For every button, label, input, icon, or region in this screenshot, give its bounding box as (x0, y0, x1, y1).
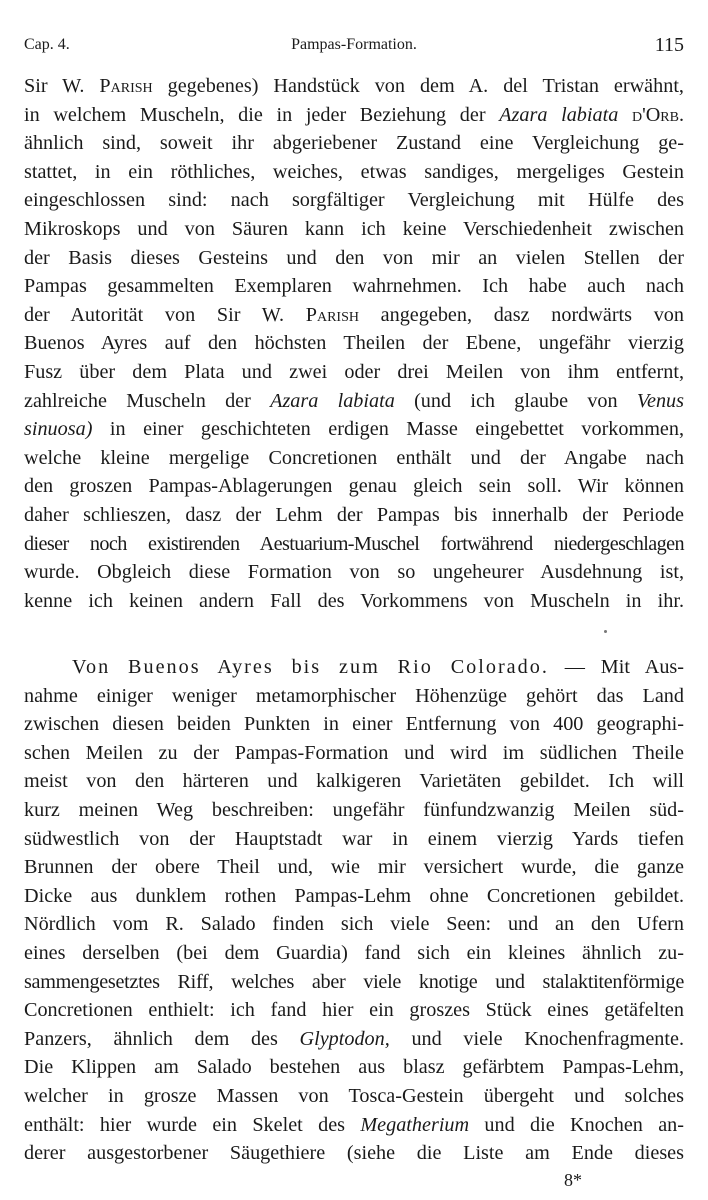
text-line: stattet, in ein röthliches, weiches, etwas sandiges, mergeliges Gestein (24, 160, 684, 183)
text-line: welche kleine mergelige Concretionen enthält und der Angabe nach (24, 446, 684, 469)
species-name: Azara labiata (499, 103, 619, 126)
text-line: der Basis dieses Gesteins und den von mir an vielen Stellen der (24, 246, 684, 269)
text-run: angegeben, dasz nordwärts von (358, 303, 684, 326)
text-line (24, 1025, 684, 1054)
text-line: zwischen diesen beiden Punkten in einer Entfernung von 400 geographi- (24, 713, 684, 736)
text-run: in einer geschichteten erdigen Masse eingebettet vorkommen, (92, 418, 684, 441)
species-name: Glyptodon, (299, 1027, 390, 1050)
running-title: Pampas-Formation. (291, 36, 417, 53)
text-line: ähnlich sind, soweit ihr abgeriebener Zustand eine Vergleichung ge- (24, 132, 684, 155)
section-heading-line (24, 653, 684, 682)
text-run: enthält: hier wurde ein Skelet des (24, 1113, 361, 1136)
signature-mark: 8* (564, 1170, 582, 1190)
text-line: eines derselben (bei dem Guardia) fand sich ein kleines ähnlich zu- (24, 941, 684, 964)
text-line: meist von den härteren und kalkigeren Varietäten gebildet. Ich will (24, 770, 684, 793)
species-name: sinuosa) (24, 418, 93, 441)
text-line: daher schlieszen, dasz der Lehm der Pampas bis innerhalb der Periode (24, 503, 684, 526)
text-line: wurde. Obgleich diese Formation von so ungeheurer Ausdehnung ist, (24, 561, 684, 584)
text-run: in welchem Muscheln, die in jeder Beziehung der (24, 103, 500, 126)
text-run (618, 104, 632, 126)
text-line: Concretionen enthielt: ich fand hier ein groszes Stück eines getäfelten (24, 999, 684, 1022)
person-name: Parish (99, 75, 153, 97)
text-line: eingeschlossen sind: nach sorgfältiger Vergleichung mit Hülfe des (24, 189, 684, 212)
text-run: der Autorität von Sir W. (24, 303, 306, 326)
text-line (24, 72, 684, 101)
author-abbrev: d'Orb. (631, 103, 685, 126)
text-line: Nördlich vom R. Salado finden sich viele Seen: und an den Ufern (24, 913, 684, 936)
paragraph-section (24, 653, 684, 1168)
text-line: nahme einiger weniger metamorphischer Höhenzüge gehört das Land (24, 684, 684, 707)
text-run: — Mit Aus- (548, 656, 684, 678)
species-name: Azara labiata (270, 389, 395, 412)
text-line: kurz meinen Weg beschreiben: ungefähr fünfundzwanzig Meilen süd- (24, 798, 684, 821)
species-name: Megatherium (360, 1113, 470, 1136)
text-run: und die Knochen an- (469, 1113, 684, 1136)
species-name: Venus (636, 389, 684, 412)
stray-mark (604, 630, 607, 633)
text-line (24, 1111, 684, 1140)
text-run: (und ich glaube von (394, 389, 637, 412)
text-line: südwestlich von der Hauptstadt war in einem vierzig Yards tiefen (24, 827, 684, 850)
text-line (24, 415, 684, 444)
text-line: Fusz über dem Plata und zwei oder drei Meilen von ihm entfernt, (24, 360, 684, 383)
text-line: Mikroskops und von Säuren kann ich keine Verschiedenheit zwischen (24, 217, 684, 240)
text-line: Die Klippen am Salado bestehen aus blasz gefärbtem Pampas-Lehm, (24, 1056, 684, 1079)
book-page (24, 0, 684, 1200)
text-line (24, 301, 684, 330)
text-line: Brunnen der obere Theil und, wie mir versichert wurde, die ganze (24, 856, 684, 879)
text-line: Pampas gesammelten Exemplaren wahrnehmen. Ich habe auch nach (24, 275, 684, 298)
page-number: 115 (654, 34, 684, 56)
running-header (24, 34, 684, 58)
paragraph-continuation (24, 72, 684, 615)
text-line: derer ausgestorbener Säugethiere (siehe die Liste am Ende dieses (24, 1142, 684, 1165)
text-run: gegebenes) Handstück von dem A. del Tristan erwähnt, (152, 75, 684, 97)
text-line: welcher in grosze Massen von Tosca-Gestein übergeht und solches (24, 1084, 684, 1107)
text-line (24, 101, 684, 130)
text-line: Buenos Ayres auf den höchsten Theilen der Ebene, ungefähr vierzig (24, 332, 684, 355)
chapter-label: Cap. 4. (24, 36, 70, 53)
text-line: kenne ich keinen andern Fall des Vorkommens von Muscheln in ihr. (24, 589, 684, 612)
text-run: und viele Knochenfragmente. (389, 1027, 684, 1050)
text-line: den groszen Pampas-Ablagerungen genau gleich sein soll. Wir können (24, 475, 684, 498)
person-name: Parish (305, 303, 359, 326)
section-heading: Von Buenos Ayres bis zum Rio Colorado. (72, 656, 549, 678)
text-line: sammengesetztes Riff, welches aber viele knotige und stalaktitenförmige (24, 970, 684, 993)
text-run: Sir W. (24, 75, 100, 97)
text-run: zahlreiche Muscheln der (24, 389, 271, 412)
text-run: Panzers, ähnlich dem des (24, 1027, 300, 1050)
text-line: Dicke aus dunklem rothen Pampas-Lehm ohne Concretionen gebildet. (24, 884, 684, 907)
text-line: schen Meilen zu der Pampas-Formation und wird im südlichen Theile (24, 741, 684, 764)
text-line (24, 387, 684, 416)
text-line: dieser noch existirenden Aestuarium-Muschel fortwährend niedergeschlagen (24, 532, 684, 555)
